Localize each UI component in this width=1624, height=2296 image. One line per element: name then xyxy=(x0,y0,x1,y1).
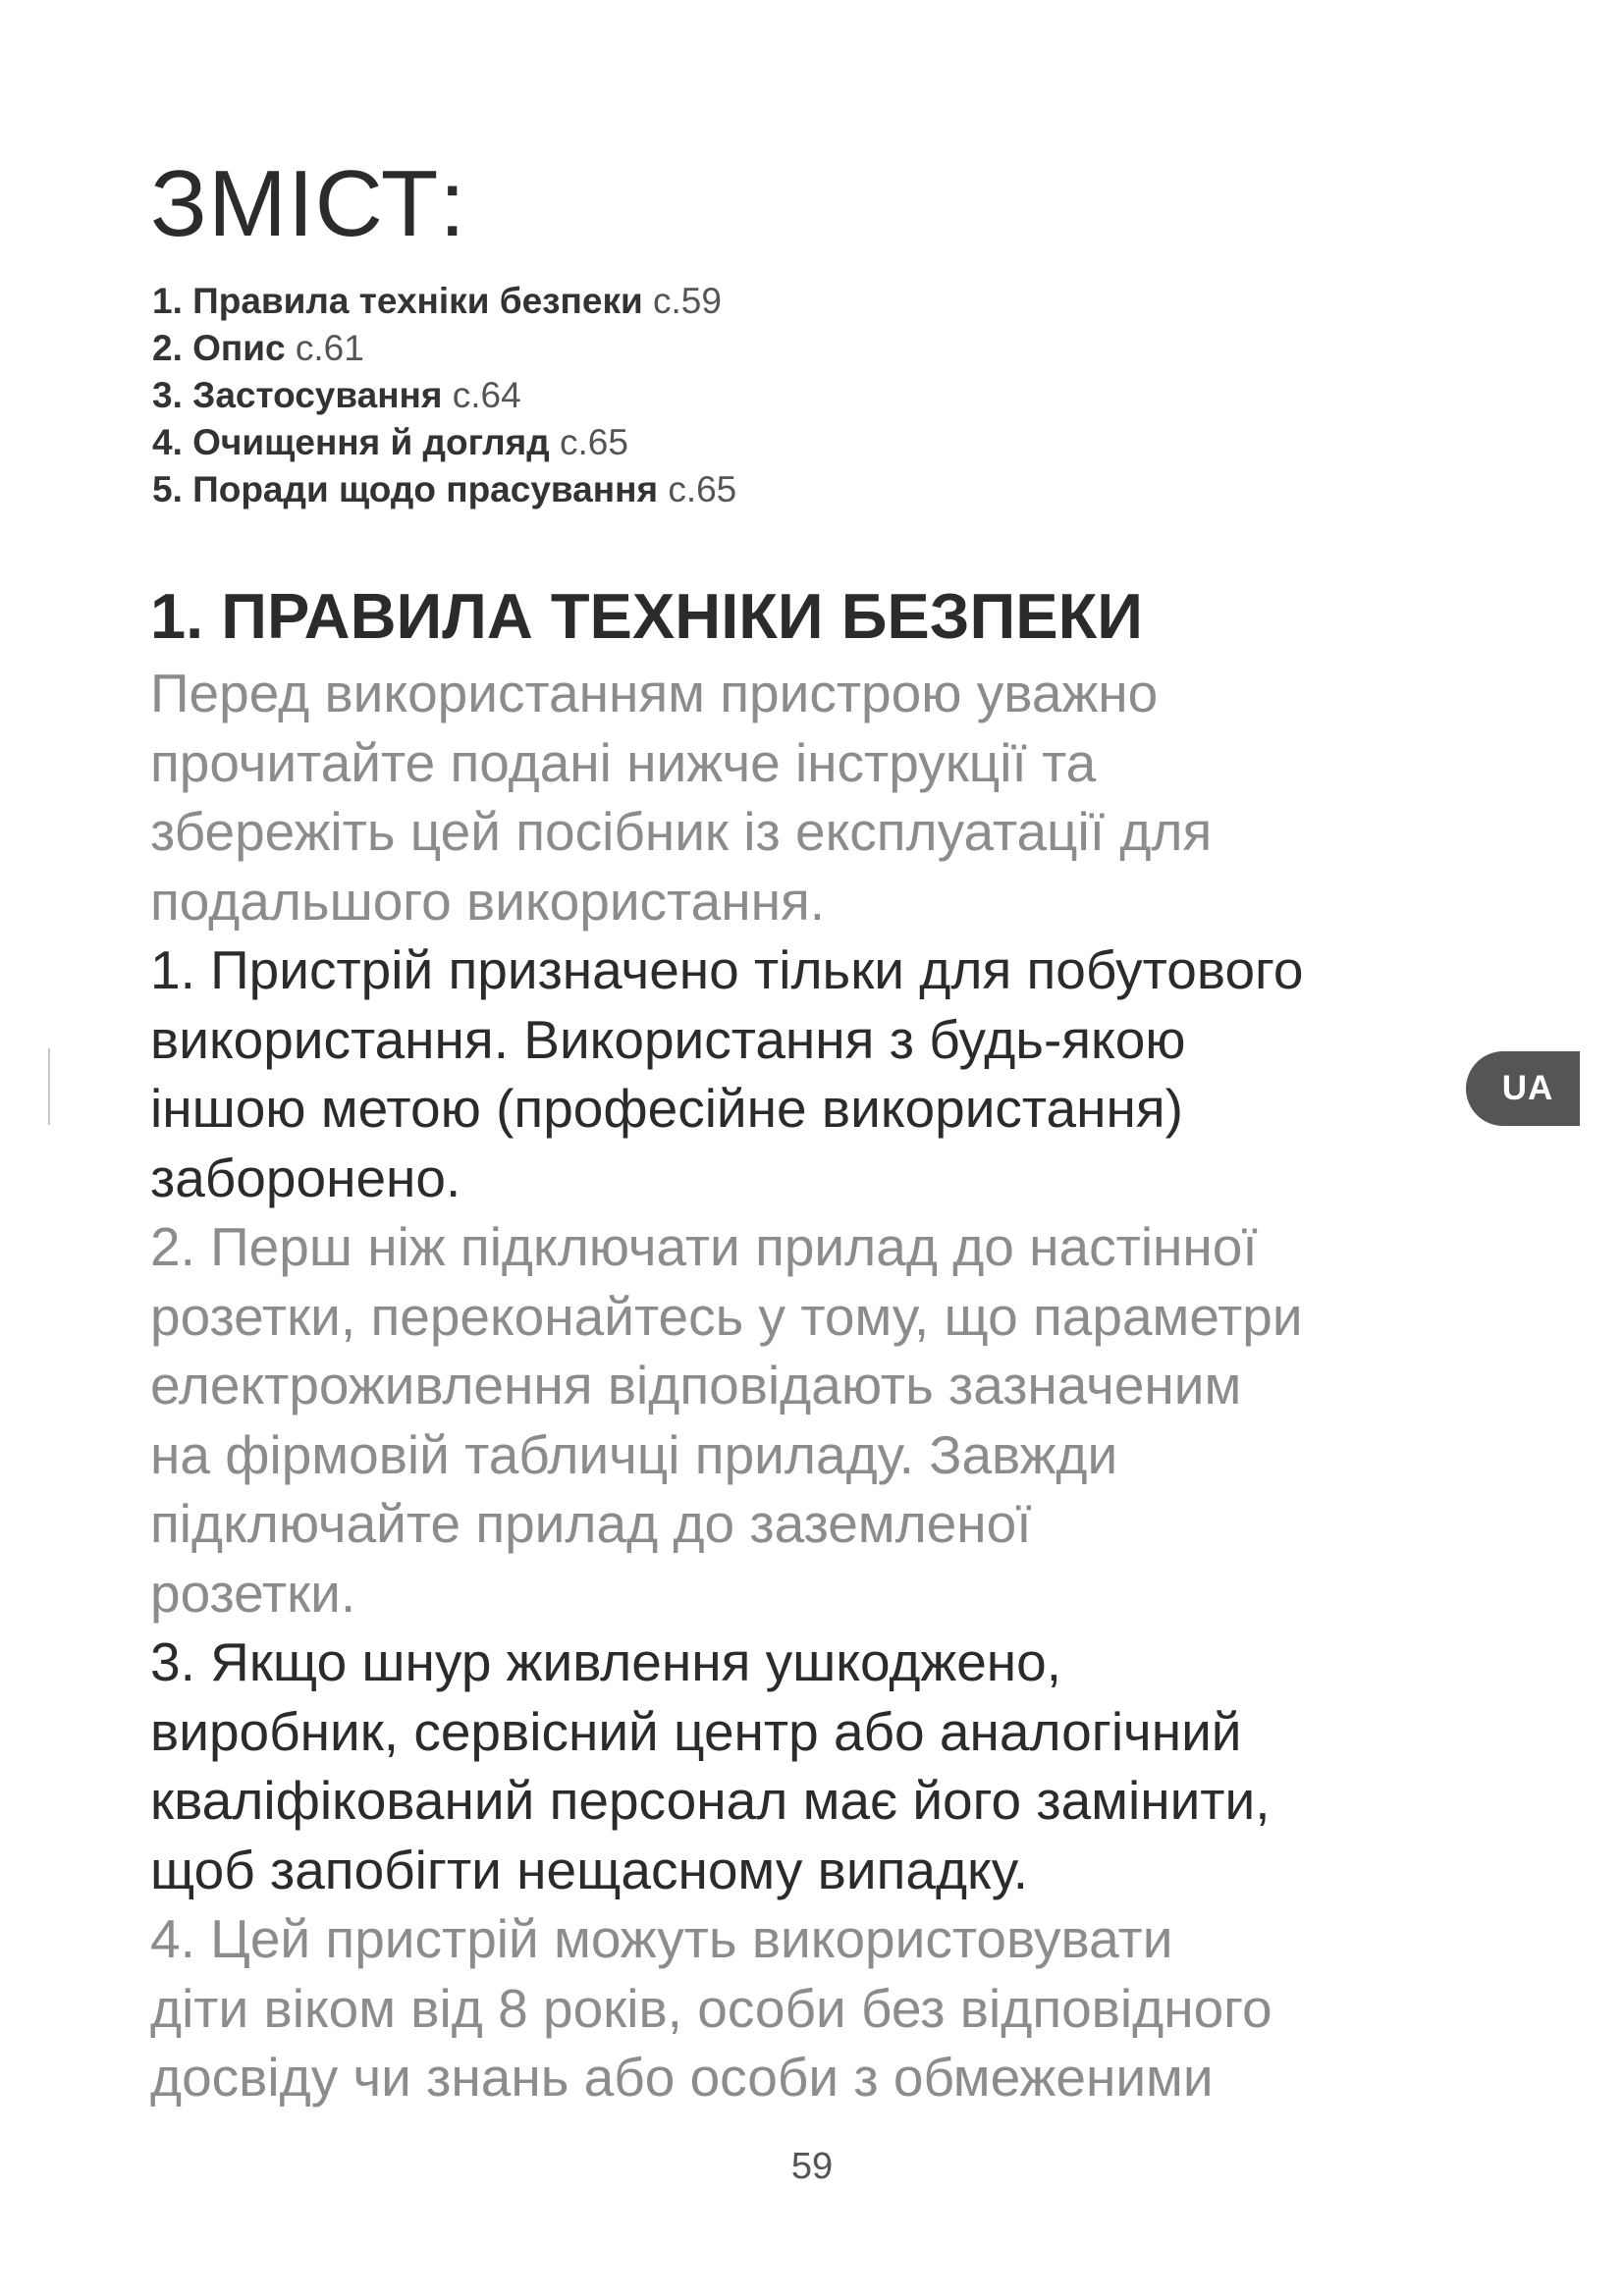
rule-1: 1. Пристрій призначено тільки для побутового використання. Використання з будь-якою іншою метою (професійне використання) заборонено. xyxy=(150,939,1304,1208)
toc-item-label: 3. Застосування xyxy=(152,375,443,415)
section-body xyxy=(150,659,1427,2112)
language-tab[interactable]: UA xyxy=(1466,1051,1580,1126)
toc-item-page: с.61 xyxy=(295,328,364,368)
toc-item-page: с.64 xyxy=(452,375,521,415)
toc-item[interactable] xyxy=(152,325,736,372)
toc-item[interactable] xyxy=(152,466,736,513)
toc-item[interactable] xyxy=(152,419,736,466)
toc-title: ЗМІСТ: xyxy=(150,151,467,256)
toc-item-label: 4. Очищення й догляд xyxy=(152,422,550,462)
toc-item[interactable] xyxy=(152,278,736,325)
toc-list xyxy=(152,278,736,513)
rule-3: 3. Якщо шнур живлення ушкоджено, виробник, сервісний центр або аналогічний кваліфікований персонал має його замінити, щоб запобігти нещасному випадку. xyxy=(150,1631,1271,1900)
toc-item-label: 1. Правила техніки безпеки xyxy=(152,281,643,321)
toc-item-label: 5. Поради щодо прасування xyxy=(152,469,659,509)
section-heading: 1. ПРАВИЛА ТЕХНІКИ БЕЗПЕКИ xyxy=(150,580,1143,652)
page-number: 59 xyxy=(790,2146,834,2187)
intro-paragraph: Перед використанням пристрою уважно прочитайте подані нижче інструкції та збережіть цей посібник із експлуатації для подальшого використання. xyxy=(150,663,1213,932)
toc-item-page: с.65 xyxy=(668,469,737,509)
toc-item-page: с.65 xyxy=(559,422,628,462)
rule-4: 4. Цей пристрій можуть використовувати діти віком від 8 років, особи без відповідного досвіду чи знань або особи з обмеженими xyxy=(150,1908,1272,2108)
toc-item-label: 2. Опис xyxy=(152,328,286,368)
page-edge-mark xyxy=(48,1048,50,1125)
toc-item-page: с.59 xyxy=(653,281,722,321)
rule-2: 2. Перш ніж підключати прилад до настінної розетки, переконайтесь у тому, що параметри електроживлення відповідають зазначеним на фірмовій табличці приладу. Завжди підключайте прилад до заземленої розетки. xyxy=(150,1216,1303,1624)
toc-item[interactable] xyxy=(152,372,736,419)
